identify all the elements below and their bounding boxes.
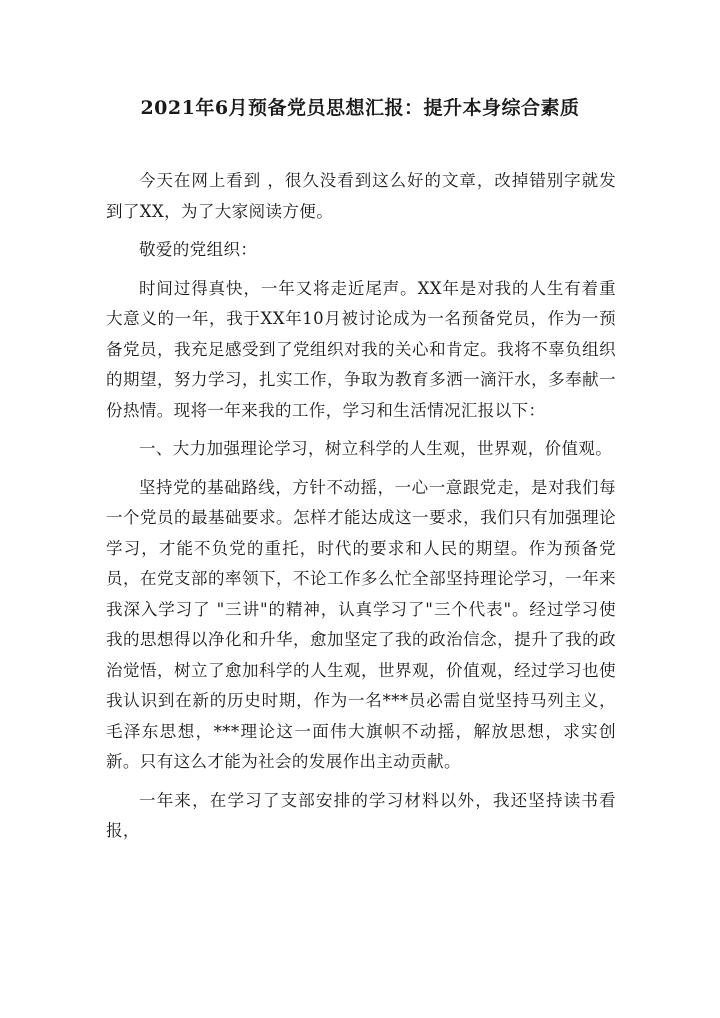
closing-paragraph: 一年来，在学习了支部安排的学习材料以外，我还坚持读书看报， xyxy=(106,790,616,840)
section-heading-1: 一、大力加强理论学习，树立科学的人生观，世界观，价值观。 xyxy=(139,439,613,458)
opening-paragraph: 时间过得真快，一年又将走近尾声。XX年是对我的人生有着重大意义的一年，我于XX年10月被讨论成为一名预备党员，作为一预备党员，我充足感受到了党组织对我的关心和肯定。我将不辜负组织的期望，努力学习，扎实工作，争取为教育多洒一滴汗水，多奉献一份热情。现将一年来我的工作，学习和生活情况汇报以下： xyxy=(106,278,616,420)
salutation: 敬爱的党组织： xyxy=(139,240,258,259)
section-1-paragraph: 坚持党的基础路线，方针不动摇，一心一意跟党走，是对我们每一个党员的最基础要求。怎样才能达成这一要求，我们只有加强理论学习，才能不负党的重托，时代的要求和人民的期望。作为预备党员，在党支部的率领下，不论工作多么忙全部坚持理论学习，一年来我深入学习了 "三讲"的精神，认真学习了"三个代表"。经过学习使我的思想得以净化和升华，愈加坚定了我的政治信念，提升了我的政治觉悟，树立了愈加科学的人生观，世界观，价值观，经过学习也使我认识到在新的历史时期，作为一名***员必需自觉坚持马列主义，毛泽东思想，***理论这一面伟大旗帜不动摇，解放思想，求实创新。只有这么才能为社会的发展作出主动贡献。 xyxy=(106,477,616,771)
intro-paragraph: 今天在网上看到 ，很久没看到这么好的文章，改掉错别字就发到了XX，为了大家阅读方便。 xyxy=(106,171,616,221)
document-title: 2021年6月预备党员思想汇报：提升本身综合素质 xyxy=(140,97,580,119)
document-body xyxy=(106,166,616,855)
